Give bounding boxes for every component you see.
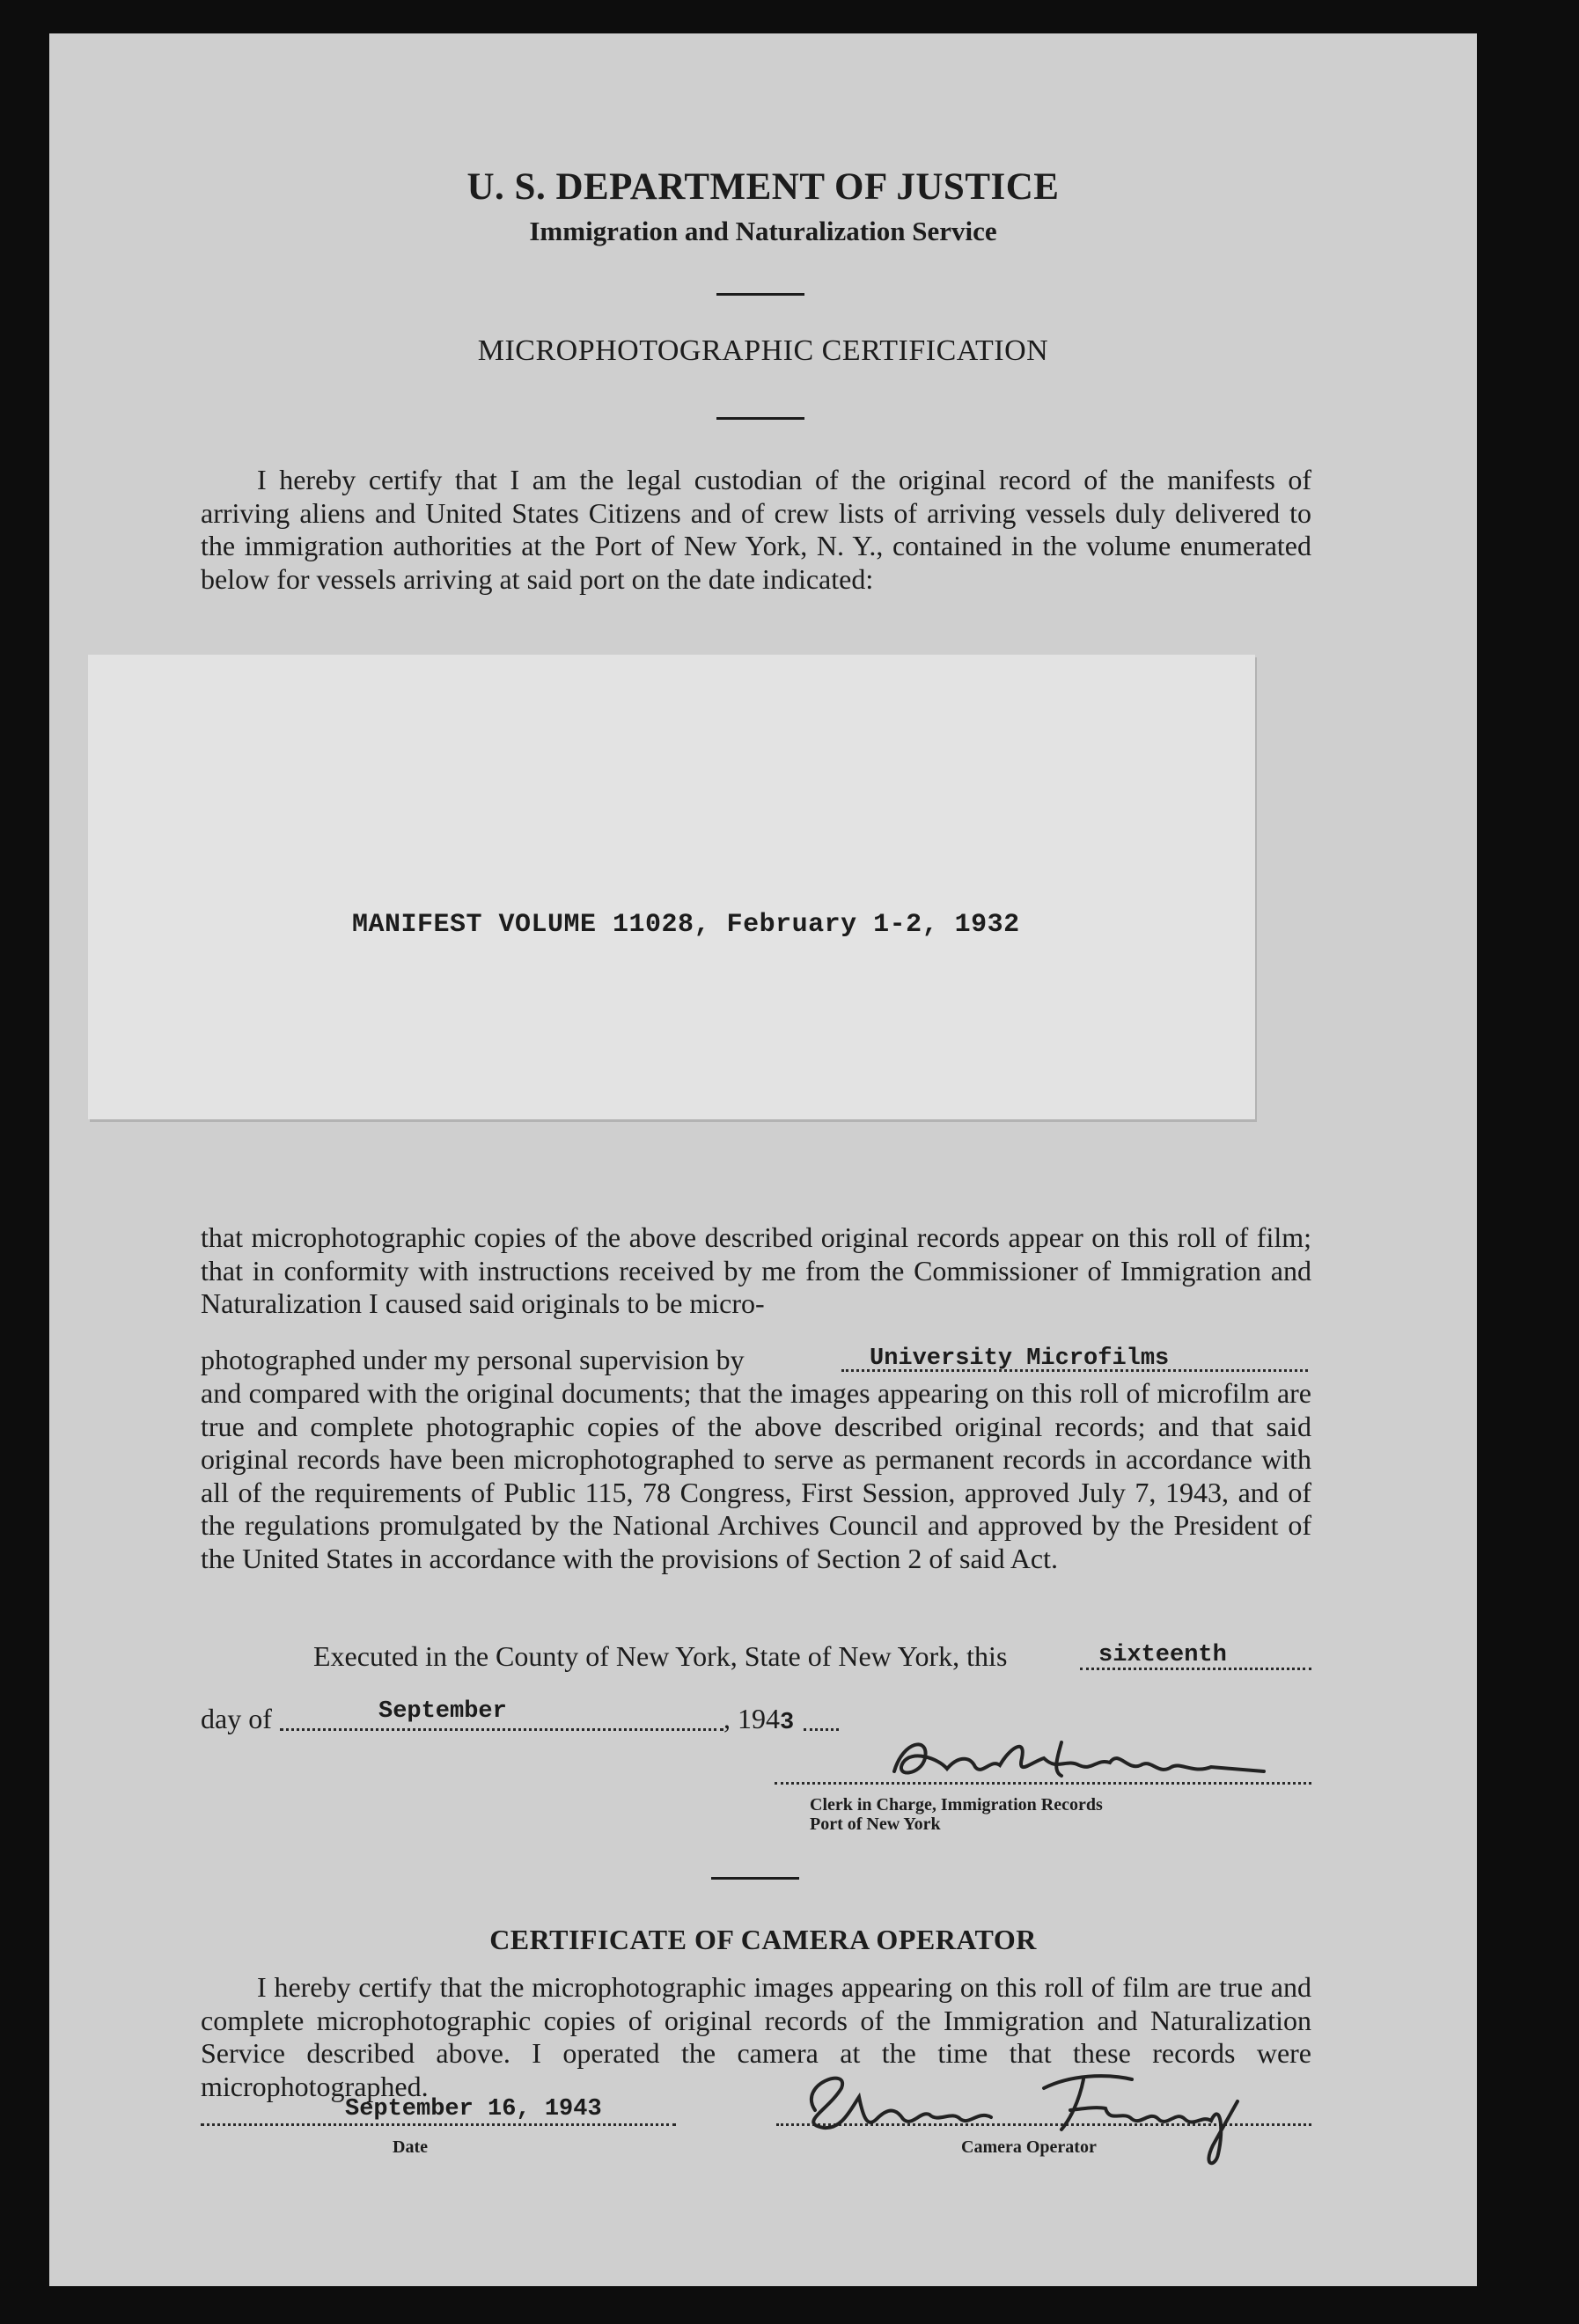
header-divider (716, 293, 804, 296)
day-of-label: day of (201, 1703, 272, 1734)
section-divider (711, 1877, 799, 1880)
clerk-signature (877, 1723, 1299, 1793)
camera-certificate-title: CERTIFICATE OF CAMERA OPERATOR (489, 1924, 1037, 1955)
date-dotted-line (201, 2123, 676, 2126)
date-label: Date (393, 2137, 428, 2157)
clerk-title: Clerk in Charge, Immigration Records (810, 1795, 1103, 1814)
supervision-prefix: photographed under my personal supervision by (201, 1344, 745, 1375)
year-text (723, 1703, 794, 1736)
body-text-part2: and compared with the original documents; that the images appearing on this roll of microfilm are true and complete photographic copies of the above described original records; and that said original records have been microphotographed to serve as permanent records in accordance with all of the requirements of Public 115, 78 Congress, First Session, approved July 7, 1943, and of the regulations promulgated by the National Archives Council and approved by the President of the United States in accordance with the provisions of Section 2 of said Act. (201, 1377, 1311, 1574)
camera-text: I hereby certify that the microphotographic images appearing on this roll of film are true and complete microphotographic copies of original records of the Immigration and Naturalization Service described above. I operated the camera at the time that these records were microphotographed. (201, 1971, 1311, 2102)
month-value: September (378, 1698, 507, 1725)
year-prefix: , 194 (723, 1703, 780, 1734)
operator-label: Camera Operator (961, 2137, 1097, 2157)
document-title: MICROPHOTOGRAPHIC CERTIFICATION (477, 334, 1049, 367)
body-paragraph-part2 (201, 1377, 1311, 1575)
year-digit: 3 (780, 1710, 795, 1736)
clerk-caption (810, 1795, 1103, 1834)
day-value: sixteenth (1098, 1642, 1227, 1668)
body-text-part1: that microphotographic copies of the above described original records appear on this roll of film; that in conformity with instructions received by me from the Commissioner of Immigration and Naturalization I caused said originals to be micro- (201, 1221, 1311, 1319)
service-subheading: Immigration and Naturalization Service (529, 216, 997, 246)
body-paragraph-part1 (201, 1221, 1311, 1321)
intro-text: I hereby certify that I am the legal custodian of the original record of the manifests of arriving aliens and United States Citizens and of crew lists of arriving vessels duly delivered to the immigration authorities at the Port of New York, N. Y., contained in the volume enumerated below for vessels arriving at said port on the date indicated: (201, 464, 1311, 595)
title-divider (716, 417, 804, 420)
intro-paragraph (201, 464, 1311, 596)
agency-heading: U. S. DEPARTMENT OF JUSTICE (466, 166, 1060, 208)
month-dotted-line (280, 1728, 723, 1731)
date-value: September 16, 1943 (345, 2096, 602, 2122)
manifest-volume-label: MANIFEST VOLUME 11028, February 1-2, 1932 (352, 910, 1020, 940)
executed-prefix: Executed in the County of New York, State of New York, this (313, 1640, 1008, 1672)
clerk-port: Port of New York (810, 1814, 941, 1834)
year-dotted-line (804, 1728, 839, 1731)
volume-label-card (88, 655, 1255, 1119)
certificate-sheet (49, 33, 1477, 2286)
contractor-name: University Microfilms (870, 1345, 1170, 1372)
